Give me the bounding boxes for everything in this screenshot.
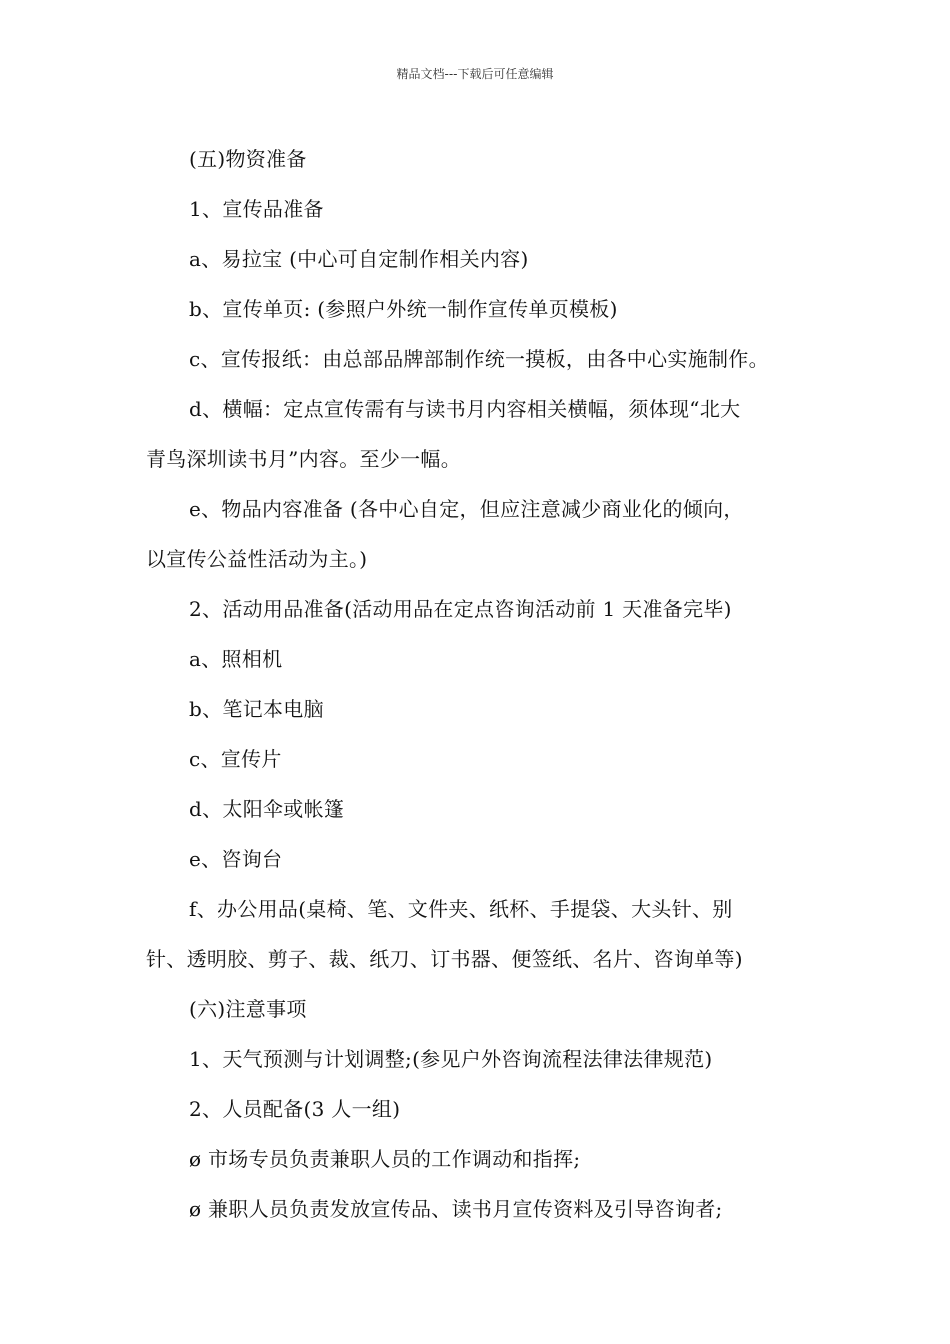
list-item: c、宣传报纸：由总部品牌部制作统一摸板，由各中心实施制作。 <box>189 347 769 371</box>
list-item: 2、活动用品准备(活动用品在定点咨询活动前 1 天准备完毕) <box>189 597 732 621</box>
section-heading-notes: (六)注意事项 <box>189 997 307 1021</box>
list-item: f、办公用品(桌椅、笔、文件夹、纸杯、手提袋、大头针、别 <box>189 897 733 921</box>
list-item-continuation: 针、透明胶、剪子、裁、纸刀、订书器、便签纸、名片、咨询单等) <box>146 947 743 971</box>
list-item: 1、天气预测与计划调整;(参见户外咨询流程法律法律规范) <box>189 1047 713 1071</box>
list-item-continuation: 以宣传公益性活动为主。) <box>146 547 368 571</box>
list-item: d、横幅：定点宣传需有与读书月内容相关横幅，须体现“北大 <box>189 397 741 421</box>
bullet-item: ø 兼职人员负责发放宣传品、读书月宣传资料及引导咨询者; <box>189 1197 723 1221</box>
page-header: 精品文档---下载后可任意编辑 <box>396 67 554 81</box>
list-item: b、笔记本电脑 <box>189 697 324 721</box>
list-item: a、照相机 <box>189 647 283 671</box>
list-item: 2、人员配备(3 人一组) <box>189 1097 401 1121</box>
list-item-continuation: 青鸟深圳读书月”内容。至少一幅。 <box>146 447 462 471</box>
document-body <box>146 134 816 1234</box>
list-item: 1、宣传品准备 <box>189 197 324 221</box>
list-item: c、宣传片 <box>189 747 282 771</box>
section-heading-materials: (五)物资准备 <box>189 147 307 171</box>
list-item: e、咨询台 <box>189 847 283 871</box>
list-item: a、易拉宝 (中心可自定制作相关内容) <box>189 247 529 271</box>
list-item: d、太阳伞或帐篷 <box>189 797 345 821</box>
bullet-item: ø 市场专员负责兼职人员的工作调动和指挥; <box>189 1147 581 1171</box>
list-item: b、宣传单页: (参照户外统一制作宣传单页模板) <box>189 297 618 321</box>
list-item: e、物品内容准备 (各中心自定，但应注意减少商业化的倾向， <box>189 497 744 521</box>
